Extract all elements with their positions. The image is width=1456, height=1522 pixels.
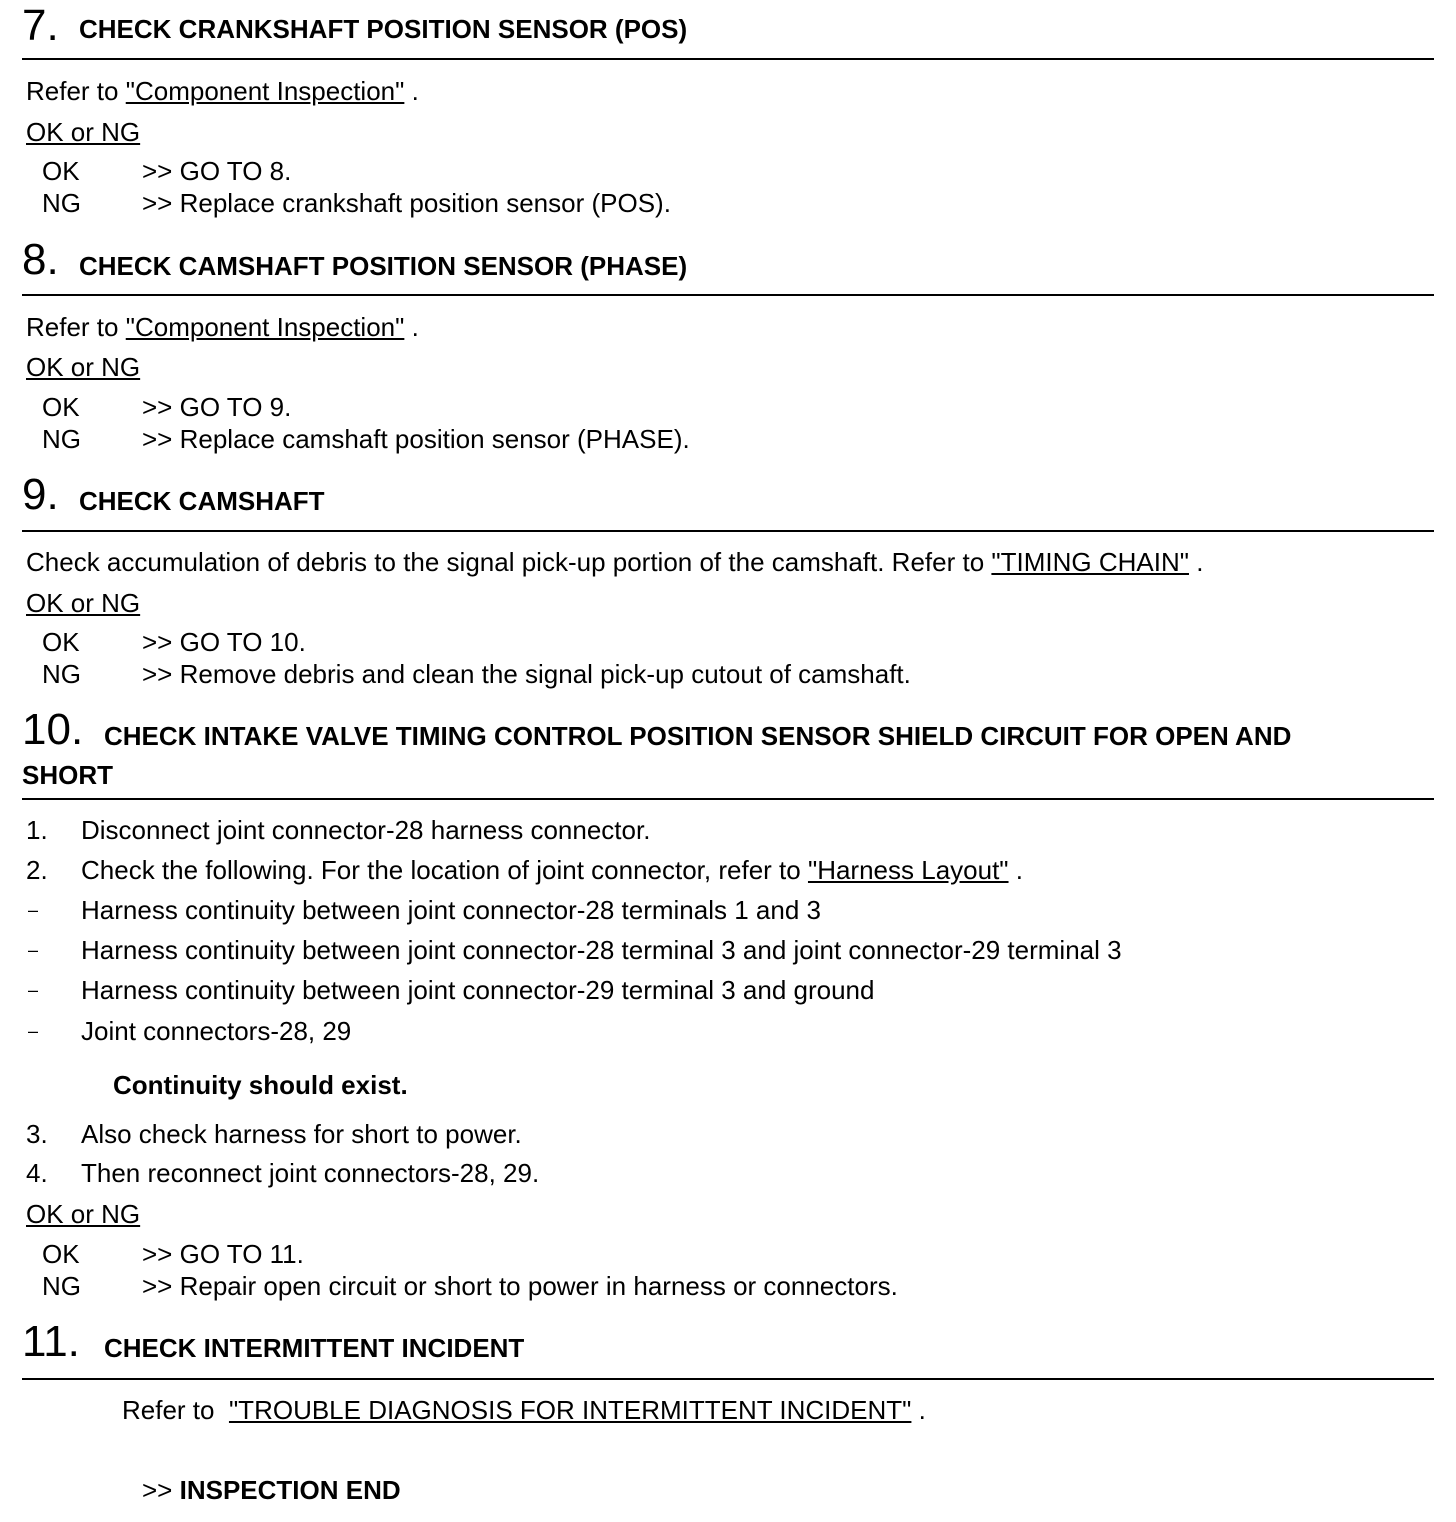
divider	[22, 798, 1434, 800]
component-inspection-link[interactable]: "Component Inspection"	[125, 76, 405, 106]
step-title-continued: SHORT	[22, 760, 113, 790]
step-title: CHECK CAMSHAFT POSITION SENSOR (PHASE)	[79, 251, 688, 281]
ng-label: NG	[42, 424, 81, 454]
list-item: Harness continuity between joint connector-29 terminal 3 and ground	[81, 975, 875, 1005]
ok-label: OK	[42, 627, 80, 657]
ok-or-ng-heading: OK or NG	[26, 1199, 141, 1229]
divider	[22, 58, 1434, 60]
list-marker: –	[28, 980, 39, 1000]
list-marker: 4.	[26, 1158, 48, 1188]
list-item: Disconnect joint connector-28 harness connector.	[81, 815, 651, 845]
trouble-diagnosis-link[interactable]: "TROUBLE DIAGNOSIS FOR INTERMITTENT INCIDENT"	[228, 1395, 912, 1425]
ng-label: NG	[42, 188, 81, 218]
list-marker: 1.	[26, 815, 48, 845]
component-inspection-link[interactable]: "Component Inspection"	[125, 312, 405, 342]
list-item: Also check harness for short to power.	[81, 1119, 522, 1149]
step-number: 9.	[22, 470, 59, 519]
refer-line: Refer to "Component Inspection" .	[26, 76, 419, 106]
check-text: Check accumulation of debris to the signal pick-up portion of the camshaft. Refer to "TIMING CHAIN" .	[26, 547, 1204, 577]
ok-or-ng-heading: OK or NG	[26, 352, 141, 382]
divider	[22, 294, 1434, 296]
ng-label: NG	[42, 1271, 81, 1301]
step-title: CHECK CRANKSHAFT POSITION SENSOR (POS)	[79, 14, 688, 44]
ng-action: >> Replace camshaft position sensor (PHASE).	[142, 424, 690, 454]
ok-action: >> GO TO 9.	[142, 392, 292, 422]
harness-layout-link[interactable]: "Harness Layout"	[807, 855, 1009, 885]
ng-action: >> Replace crankshaft position sensor (POS).	[142, 188, 671, 218]
divider	[22, 1378, 1434, 1380]
ng-label: NG	[42, 659, 81, 689]
step-title: CHECK CAMSHAFT	[79, 486, 325, 516]
list-item: Joint connectors-28, 29	[81, 1016, 352, 1046]
step-title: CHECK INTERMITTENT INCIDENT	[104, 1333, 525, 1363]
ok-action: >> GO TO 11.	[142, 1239, 304, 1269]
ok-label: OK	[42, 156, 80, 186]
inspection-end: >> INSPECTION END	[142, 1475, 401, 1505]
ok-action: >> GO TO 8.	[142, 156, 292, 186]
list-marker: 3.	[26, 1119, 48, 1149]
ok-or-ng-heading: OK or NG	[26, 117, 141, 147]
refer-line: Refer to "TROUBLE DIAGNOSIS FOR INTERMITTENT INCIDENT" .	[122, 1395, 926, 1425]
divider	[22, 530, 1434, 532]
list-marker: –	[28, 900, 39, 920]
list-marker: –	[28, 940, 39, 960]
step-number: 7.	[22, 1, 59, 50]
list-item: Then reconnect joint connectors-28, 29.	[81, 1158, 540, 1188]
list-marker: –	[28, 1021, 39, 1041]
step-number: 11.	[22, 1317, 80, 1366]
timing-chain-link[interactable]: "TIMING CHAIN"	[991, 547, 1189, 577]
list-item: Harness continuity between joint connector-28 terminal 3 and joint connector-29 terminal 3	[81, 935, 1122, 965]
step-number: 8.	[22, 235, 59, 284]
refer-line: Refer to "Component Inspection" .	[26, 312, 419, 342]
step-title: CHECK INTAKE VALVE TIMING CONTROL POSITION SENSOR SHIELD CIRCUIT FOR OPEN AND	[104, 721, 1292, 751]
continuity-note: Continuity should exist.	[113, 1070, 408, 1100]
list-marker: 2.	[26, 855, 48, 885]
ok-action: >> GO TO 10.	[142, 627, 306, 657]
ok-or-ng-heading: OK or NG	[26, 588, 141, 618]
ng-action: >> Repair open circuit or short to power in harness or connectors.	[142, 1271, 898, 1301]
ok-label: OK	[42, 1239, 80, 1269]
ng-action: >> Remove debris and clean the signal pick-up cutout of camshaft.	[142, 659, 911, 689]
step-number: 10.	[22, 705, 84, 754]
list-item: Harness continuity between joint connector-28 terminals 1 and 3	[81, 895, 821, 925]
ok-label: OK	[42, 392, 80, 422]
list-item: Check the following. For the location of joint connector, refer to "Harness Layout" .	[81, 855, 1023, 885]
